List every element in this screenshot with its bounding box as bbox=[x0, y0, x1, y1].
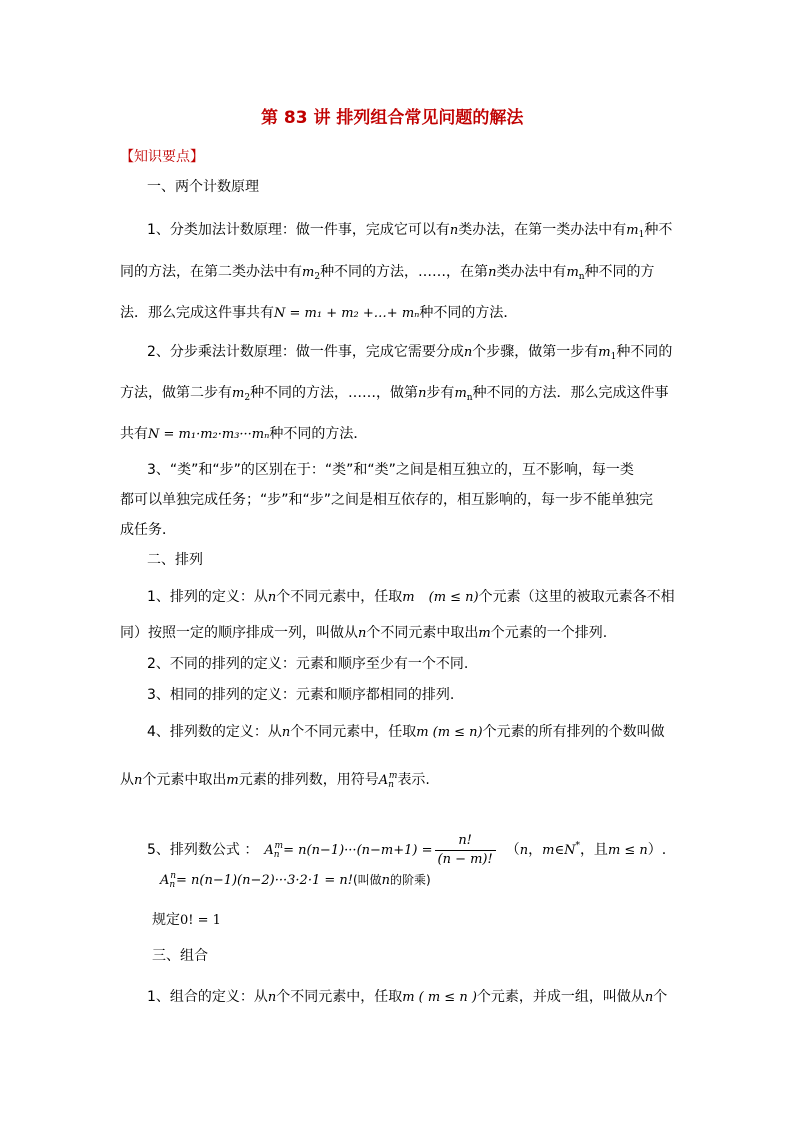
p3-line-2: 都可以单独完成任务；“步”和“步”之间是相互依存的，相互影响的，每一步不能单独完 bbox=[120, 492, 654, 508]
p2-line-3: 共有N = m₁·m₂·m₃···mₙ种不同的方法． bbox=[120, 426, 368, 442]
section-tag: 【知识要点】 bbox=[120, 149, 204, 165]
p1-line-2: 同的方法，在第二类办法中有$m_2$种不同的方法，……，在第n类办法中有$m_n$种不同的方 bbox=[120, 264, 655, 282]
p3-line-3: 成任务． bbox=[120, 522, 176, 538]
product-formula: N = m₁·m₂·m₃···mₙ bbox=[148, 427, 270, 442]
heading-combination: 三、组合 bbox=[152, 948, 208, 964]
q4-line-2: 从n个元素中取出m元素的排列数，用符号$A_n^m$表示. bbox=[120, 771, 430, 790]
q1-line-1: 1、排列的定义：从n个不同元素中，任取m (m ≤ n)个元素（这里的被取元素各不相 bbox=[147, 589, 675, 605]
q4-line-1: 4、排列数的定义：从n个不同元素中，任取m (m ≤ n)个元素的所有排列的个数叫做 bbox=[147, 724, 665, 740]
r1-line-1: 1、组合的定义：从n个不同元素中，任取m ( m ≤ n )个元素，并成一组，叫做从n个 bbox=[147, 989, 668, 1005]
p3-line-1: 3、“类”和“步”的区别在于：“类”和“类”之间是相互独立的，互不影响，每一类 bbox=[147, 462, 634, 478]
p2-line-2: 方法，做第二步有$m_2$种不同的方法，……，做第n步有$m_n$种不同的方法．那么完成这件事 bbox=[120, 385, 669, 403]
q3-text: 3、相同的排列的定义：元素和顺序都相同的排列. bbox=[147, 687, 455, 703]
heading-counting-principles: 一、两个计数原理 bbox=[147, 179, 259, 195]
factorial-fraction: $\frac{n!}{(n - m)!}$ bbox=[435, 832, 496, 869]
p1-line-1: 1、分类加法计数原理：做一件事，完成它可以有n类办法，在第一类办法中有$m_1$种不 bbox=[147, 222, 673, 240]
q6-line: $A_n^n= n(n-1)(n-2)\cdot\cdot\cdot 3\cdot 2\cdot 1 = n$!(叫做n的阶乘) bbox=[160, 871, 431, 890]
q5-line: 5、排列数公式 ： $A_n^m= n(n-1)\cdot\cdot\cdot(n-m+1)$ = $\frac{n!}{(n - m)!}$ （n，m∈N*，且m ≤ n）. bbox=[147, 832, 667, 867]
p1-line-3: 法．那么完成这件事共有N = m₁ + m₂ +…+ mₙ种不同的方法． bbox=[120, 305, 518, 321]
q2-text: 2、不同的排列的定义：元素和顺序至少有一个不同. bbox=[147, 656, 469, 672]
permutation-expr: = n(n−1)···(n−m+1) = bbox=[283, 843, 433, 858]
sum-formula: N = m₁ + m₂ +…+ mₙ bbox=[274, 306, 420, 321]
page-title: 第 83 讲 排列组合常见问题的解法 bbox=[261, 108, 524, 128]
q7-line: 规定0! = 1 bbox=[152, 912, 221, 928]
heading-permutation: 二、排列 bbox=[147, 552, 203, 568]
p2-line-1: 2、分步乘法计数原理：做一件事，完成它需要分成n个步骤，做第一步有$m_1$种不同的 bbox=[147, 344, 673, 362]
q1-line-2: 同）按照一定的顺序排成一列，叫做从n个不同元素中取出m个元素的一个排列. bbox=[120, 625, 608, 641]
factorial-expr: = n(n−1)(n−2)···3·2·1 = n! bbox=[175, 873, 353, 888]
